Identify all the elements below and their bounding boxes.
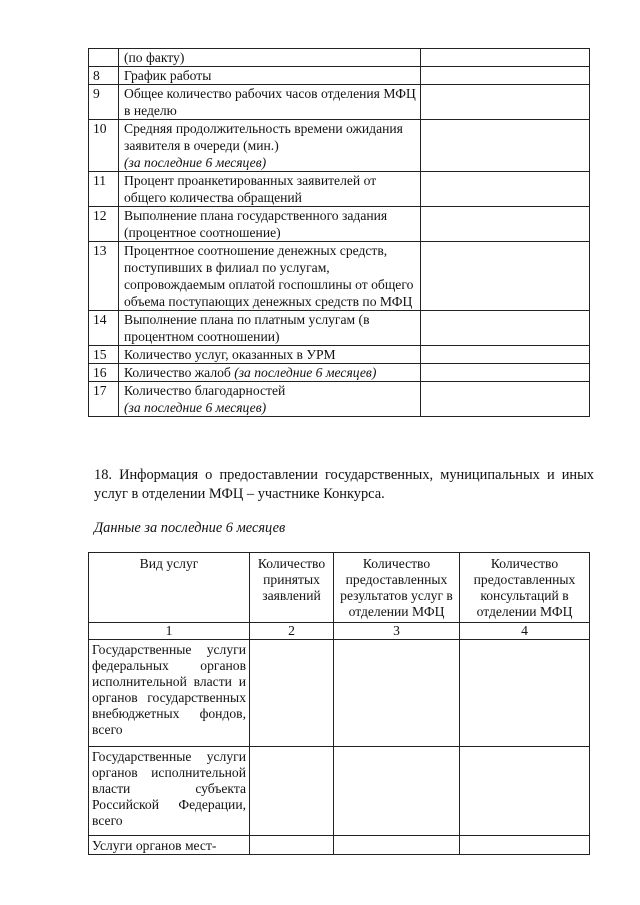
criterion-text: Количество жалоб [124,365,231,380]
service-type-label: Государственные услуги федеральных органов исполнительной власти и органов государственных внебюджетных фондов, всего [89,640,250,747]
row-number: 9 [89,85,119,120]
row-number: 16 [89,364,119,382]
criterion-text: Общее количество рабочих часов отделения МФЦ в неделю [119,85,421,120]
table-row [89,49,590,67]
value-cell [421,49,590,67]
section-18-subtitle: Данные за последние 6 месяцев [94,520,286,536]
row-number: 8 [89,67,119,85]
value-cell [460,747,590,836]
criteria-table [88,48,590,417]
criterion-text: (по факту) [119,49,421,67]
header-applications: Количество принятых заявлений [250,553,334,623]
row-number: 17 [89,382,119,417]
table-row [89,172,590,207]
criterion-cell [119,382,421,417]
value-cell [250,836,334,855]
criterion-text: Средняя продолжительность времени ожидания заявителя в очереди (мин.) [124,121,403,153]
value-cell [334,640,460,747]
table-row [89,382,590,417]
header-service-type: Вид услуг [89,553,250,623]
criterion-text: Процент проанкетированных заявителей от общего количества обращений [119,172,421,207]
criterion-text: Количество благодарностей [124,383,286,398]
value-cell [421,207,590,242]
table-row [89,242,590,311]
row-number: 13 [89,242,119,311]
table-row [89,836,590,855]
column-number: 4 [460,623,590,640]
value-cell [421,67,590,85]
value-cell [421,346,590,364]
service-type-label: Услуги органов мест- [89,836,250,855]
value-cell [421,311,590,346]
section-18-line-2: услуг в отделении МФЦ – участнике Конкурса. [94,486,385,502]
header-consultations: Количество предоставленных консультаций в отделении МФЦ [460,553,590,623]
table-row [89,640,590,747]
section-18-heading [94,466,594,504]
criterion-text: График работы [119,67,421,85]
table-row [89,85,590,120]
table-row [89,364,590,382]
value-cell [250,640,334,747]
value-cell [421,364,590,382]
row-number: 10 [89,120,119,172]
value-cell [250,747,334,836]
value-cell [421,242,590,311]
services-table [88,552,590,855]
criterion-note: (за последние 6 месяцев) [124,400,267,415]
criterion-cell [119,364,421,382]
row-number: 14 [89,311,119,346]
header-results: Количество предоставленных результатов услуг в отделении МФЦ [334,553,460,623]
row-number [89,49,119,67]
service-type-label: Государственные услуги органов исполнительной власти субъекта Российской Федерации, всего [89,747,250,836]
criterion-text: Количество услуг, оказанных в УРМ [119,346,421,364]
row-number: 11 [89,172,119,207]
criterion-note: (за последние 6 месяцев) [124,155,267,170]
criterion-cell [119,120,421,172]
value-cell [460,836,590,855]
value-cell [421,120,590,172]
table-row [89,747,590,836]
value-cell [334,747,460,836]
value-cell [334,836,460,855]
criterion-text: Выполнение плана государственного задания (процентное соотношение) [119,207,421,242]
table-row [89,67,590,85]
row-number: 15 [89,346,119,364]
column-number: 1 [89,623,250,640]
value-cell [421,172,590,207]
column-number-row [89,623,590,640]
table-row [89,311,590,346]
table-row [89,207,590,242]
criterion-note: (за последние 6 месяцев) [234,365,377,380]
criterion-text: Процентное соотношение денежных средств, поступивших в филиал по услугам, сопровождаемым оплатой госпошлины от общего объема поступающих денежных средств по МФЦ [119,242,421,311]
table-header-row [89,553,590,623]
section-18-line-1: 18. Информация о предоставлении государственных, муниципальных и иных [94,467,594,483]
value-cell [421,382,590,417]
column-number: 3 [334,623,460,640]
table-row [89,346,590,364]
column-number: 2 [250,623,334,640]
criterion-text: Выполнение плана по платным услугам (в процентном соотношении) [119,311,421,346]
row-number: 12 [89,207,119,242]
table-row [89,120,590,172]
value-cell [421,85,590,120]
value-cell [460,640,590,747]
